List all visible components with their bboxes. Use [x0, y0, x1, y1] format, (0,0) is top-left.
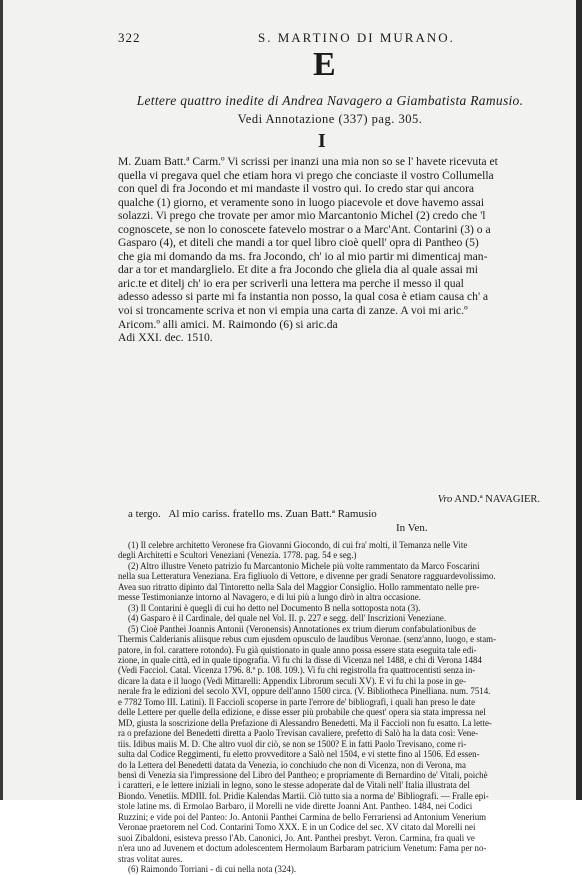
letter-line: aric.te et ditelj ch' io era per scriverli una lettera ma perche il messo il qual — [118, 276, 464, 290]
footnote-line: bensì di Venezia sia l'impressione del Libro del Pantheo; e propriamente di Bernardino de' Vitali, poichè — [118, 769, 488, 780]
footnote-line: Thermis Calderianis aliisque rebus cum ejusdem opusculo de laudibus Veronae. (senz'anno, luogo, e stam- — [118, 634, 497, 645]
letter-number: I — [318, 130, 326, 152]
document-title: Lettere quattro inedite di Andrea Navagero a Giambatista Ramusio. — [136, 93, 524, 108]
footnote-line: MD, giusta la soscrizione della Prefazione di Alessandro Benedetti. Ma il Faccioli non fu esatto. La lette- — [118, 717, 492, 728]
footnote-line: delle Lettere per quelle della edizione, e disse esser più probabile che quest' opera sia stata impressa nel — [118, 707, 486, 718]
letter-line: dar a tor et mandarglielo. Et dite a fra Jocondo che gliela dia al quale assai mi — [118, 263, 479, 277]
footnote-line: nella sua Letteratura Veneziana. Era figliuolo di Vettore, e divenne per gradi Senatore ragguardevolissimo. — [118, 571, 496, 582]
letter-line: solazzi. Vi prego che trovate per amor mio Marcantonio Michel (2) credo che 'l — [118, 209, 486, 223]
footnote-start-line: (2) Altro illustre Veneto patrizio fu Marcantonio Michele più volte rammentato da Marco Foscarini — [128, 560, 480, 571]
footnote-line: do la Lettera del Benedetti datata da Venezia, io conchiudo che non di Vicenza, non di Verona, ma — [118, 759, 466, 770]
page-edge-left — [0, 0, 3, 800]
footnote-line: Veronae praetorem nel Cod. Contarini Tomo XXX. E in un Codice del sec. XV citato dal Morelli nei — [118, 822, 476, 833]
address-text: Al mio cariss. fratello ms. Zuan Batt.ª Ramusio — [168, 508, 377, 520]
running-title: S. MARTINO DI MURANO. — [258, 30, 455, 45]
letter-line: Adi XXI. dec. 1510. — [118, 331, 213, 345]
footnote-line: messe Testimonianze intorno al Navagero, e di lui più a lungo dirò in altra occasione. — [118, 592, 421, 603]
footnote-line: sulta dal Codice Reggimenti, fu eletto provveditore a Salò nel 1504, e vi stette fino al 1506. Ed essen- — [118, 749, 480, 760]
footnote-line: patore, in fol. carattere rotondo). Fu già quistionato in quale anno possa essere stata eseguita tale edi- — [118, 644, 477, 655]
footnote-line: Avea suo ritratto dipinto dal Tintoretto nella Sala del Maggior Consiglio. Hollo rammentato nelle pre- — [118, 581, 480, 592]
footnote-start-line: (1) Il celebre architetto Veronese fra Giovanni Giocondo, di cui fra' molti, il Temanza nelle Vite — [128, 540, 468, 550]
footnote-line: stras volitat aures. — [118, 853, 183, 864]
footnote-line: Biondo. Venetiis. MDIII. fol. Pridie Kalendas Martii. Ciò tutto sia a norma de' Bibliografi. — Fralle epi- — [118, 790, 489, 801]
footnote-start-line: (6) Raimondo Torriani - di cui nella nota (324). — [128, 864, 297, 875]
footnote-line: zione, in quale città, ed in quale tipografia. Vi fu chi la disse di Vicenza nel 1488, e chi di Verona 1484 — [118, 654, 482, 665]
letter-line: Gasparo (4), et diteli che mandi a tor quel libro cioè quell' opra di Pantheo (5) — [118, 236, 479, 250]
address-line — [128, 508, 548, 520]
signature-prefix: Vro — [437, 494, 453, 505]
address-label: a tergo. — [128, 508, 161, 520]
address-location: In Ven. — [396, 522, 428, 534]
annotation-reference: Vedi Annotazione (337) pag. 305. — [237, 112, 423, 126]
letter-line: cognoscete, se non lo conoscete fatevelo mostrar o a Marc'Ant. Contarini (3) o a — [118, 222, 491, 236]
letter-line: con quel di fra Jocondo et mi mandaste il vostro qui. Io credo star qui ancora — [118, 182, 475, 196]
footnote-line: e 7782 Tomo III. Latini). Il Facciolì scoperse in parte l'errore de' bibliografi, i quali han preso le date — [118, 696, 476, 707]
footnote-line: degli Architetti e Scultori Veneziani (Venezia. 1778. pag. 54 e seg.) — [118, 550, 357, 561]
signature — [380, 494, 540, 505]
signature-name: AND.ª NAVAGIER. — [454, 494, 540, 505]
footnote-line: ra o prefazione del Benedetti diretta a Paolo Trevisan cavaliere, prefetto di Salò ha la data così: Vene- — [118, 728, 479, 739]
footnote-line: Ruzzini; e vide poi del Panteo: Jo. Antonii Panthei Carmina de bello Ferrariensi ad Antonium Venerium — [118, 811, 487, 822]
footnote-start-line: (5) Cioè Panthei Joannis Antonii (Veronensis) Annotationes ex trium dierum confabulationibus de — [128, 623, 476, 634]
letter-line: adesso adesso si parte mi fa instantia non posso, la qual cosa è etiam causa ch' a — [118, 290, 489, 304]
footnote-line: stole latine ms. di Ermolao Barbaro, il Morelli ne vide dirette Joanni Ant. Pantheo. 1484, nei Codici — [118, 801, 473, 812]
footnote-line: tiis. Idibus maiis M. D. Che altro vuol dir ciò, se non se 1500? E in fatti Paolo Trevisano, come ri- — [118, 738, 467, 749]
footnote-start-line: (4) Gasparo è il Cardinale, del quale nel Vol. II. p. 227 e segg. dell' Inscrizioni Veneziane. — [128, 613, 447, 624]
footnote-line: nerale fra le edizioni del secolo XVI, oppure dell'anno 1500 circa. (V. Bibliotheca Pinelliana. num. 7514. — [118, 686, 491, 697]
letter-line: voi si troncamente scriva et non vi empia una carta di zanze. A voi mi aric.º — [118, 304, 468, 318]
letter-line: che gia mi domando da ms. fra Jocondo, ch' io al mio partir mi dimenticaj man- — [118, 249, 488, 263]
section-letter: E — [313, 46, 336, 83]
footnotes — [118, 540, 543, 875]
letter-body — [118, 155, 543, 345]
footnote-line: n'era uno ad Juvenem et doctum adolescentem Hermolaum Barbaram patricium Venetum: Fama per no- — [118, 843, 487, 854]
footnote-line: suoi Zibaldoni, esisteva presso l'Ab. Canonici, Jo. Ant. Panthei presbyt. Veron. Carmina, fra quali ve — [118, 832, 475, 843]
letter-line: qualche (1) giorno, et veramente sono in luogo piacevole et dove havemo assai — [118, 195, 485, 209]
letter-line: M. Zuam Batt.ª Carm.º Vi scrissi per inanzi una mia non so se l' havete ricevuta et — [118, 155, 498, 168]
footnote-start-line: (3) Il Contarini è quegli di cui ho detto nel Documento B nella sottoposta nota (3). — [128, 602, 421, 613]
letter-line: Aricom.º alli amici. M. Raimondo (6) si aric.da — [118, 317, 338, 331]
page-edge-right — [576, 0, 582, 800]
footnote-line: dicare la data e il luogo (Vedi Mittarelli: Appendix Librorum seculi XV). E vi fu chi la pose in ge- — [118, 675, 466, 686]
footnote-line: i caratteri, e le lettere iniziali in legno, sono le stesse adoperate dal de Vitali nell' Italia illustrata del — [118, 780, 470, 791]
footnote-line: (Vedi Facciol. Catal. Vicenza 1796. 8.º p. 108. 109.). Vi fu chi registrolla fra quattrocentisti senza in- — [118, 665, 476, 676]
letter-line: quella vi pregava quel che etiam hora vi prego che conciaste il vostro Collumella — [118, 168, 494, 182]
page-number: 322 — [118, 30, 141, 45]
